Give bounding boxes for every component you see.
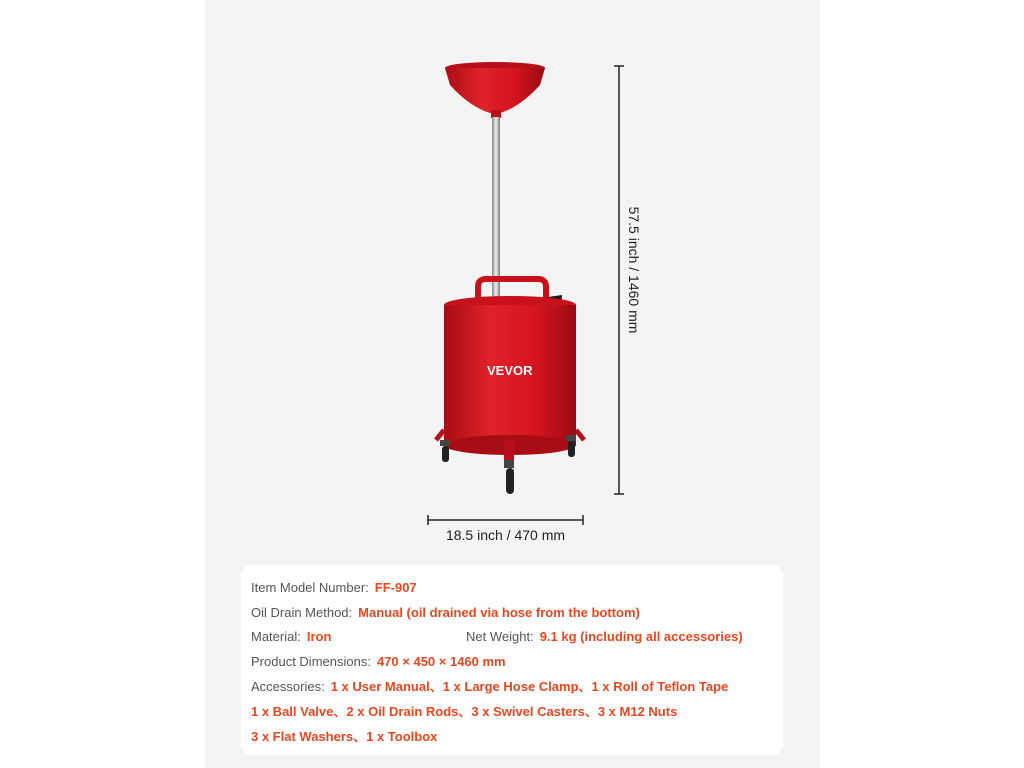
accessories-label: Accessories: [251, 679, 325, 694]
method-label: Oil Drain Method: [251, 605, 353, 620]
spec-row-accessories-2 [251, 704, 677, 720]
oil-drain-product-image [400, 55, 600, 505]
material-label: Material: [251, 629, 301, 644]
spec-row-material [251, 629, 331, 645]
weight-value: 9.1 kg (including all accessories) [539, 629, 743, 644]
model-label: Item Model Number: [251, 580, 369, 595]
dimensions-label: Product Dimensions: [251, 654, 371, 669]
method-value: Manual (oil drained via hose from the bottom) [358, 605, 640, 620]
svg-text:VEVOR: VEVOR [487, 363, 533, 378]
material-value: Iron [306, 629, 332, 644]
spec-row-model [251, 580, 417, 596]
spec-row-accessories-3 [251, 729, 437, 745]
spec-row-accessories [251, 679, 728, 695]
accessories-line-3: 3 x Flat Washers、1 x Toolbox [251, 729, 438, 744]
accessories-line-1: 1 x User Manual、1 x Large Hose Clamp、1 x Roll of Teflon Tape [330, 679, 729, 694]
spec-row-method [251, 605, 640, 621]
specifications-card [241, 565, 783, 755]
weight-label: Net Weight: [466, 629, 534, 644]
spec-row-dimensions [251, 654, 506, 670]
model-value: FF-907 [374, 580, 417, 595]
accessories-line-2: 1 x Ball Valve、2 x Oil Drain Rods、3 x Swivel Casters、3 x M12 Nuts [251, 704, 678, 719]
spec-row-weight [466, 629, 743, 645]
width-dimension-label: 18.5 inch / 470 mm [445, 527, 566, 543]
dimensions-value: 470 × 450 × 1460 mm [376, 654, 506, 669]
height-dimension-label: 57.5 inch / 1460 mm [626, 206, 642, 334]
